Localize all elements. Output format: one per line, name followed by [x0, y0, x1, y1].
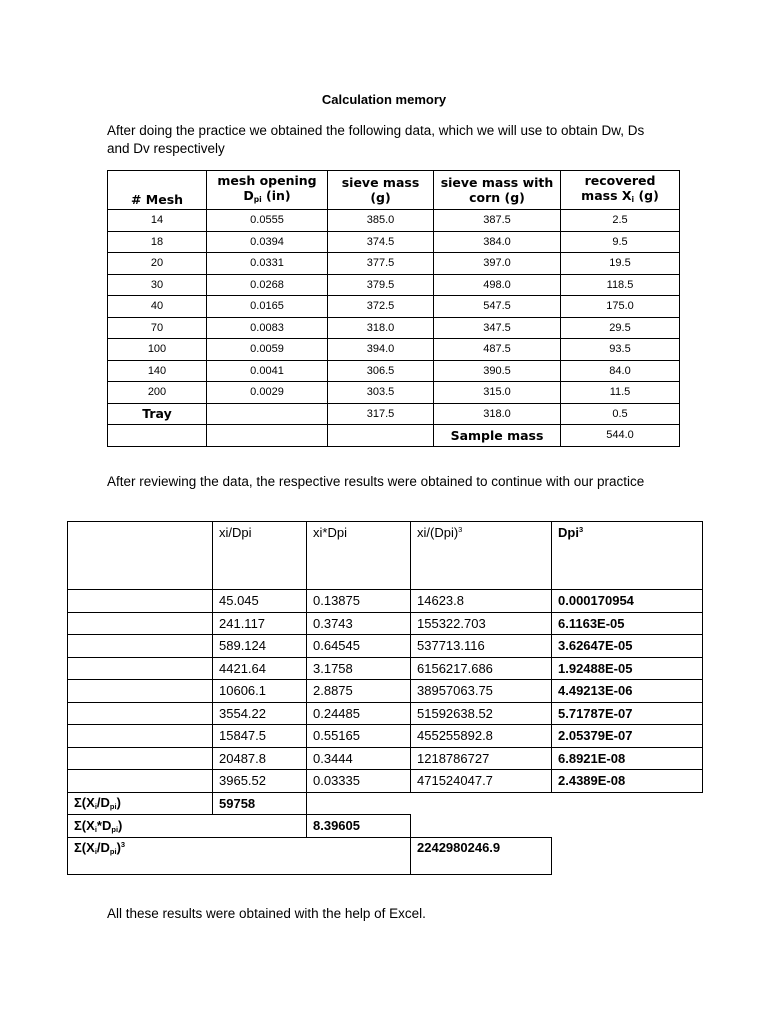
table-row: 10606.1 2.8875 38957063.75 4.49213E-06: [68, 680, 703, 703]
sum-row-xi-times-dpi: [68, 815, 703, 838]
table-row: 40 0.0165 372.5 547.5 175.0: [108, 296, 680, 318]
results-header-row: [68, 522, 703, 590]
sum2-label: $\Sigma(X_i*D_{pi})$: [68, 815, 307, 838]
sample-mass-label: Sample mass: [434, 425, 561, 447]
header-xi-dpi: xi/Dpi: [213, 522, 307, 590]
sum-row-xi-over-dpi: [68, 792, 703, 815]
header-xi-times-dpi: xi*Dpi: [307, 522, 411, 590]
footer-note: All these results were obtained with the help of Excel.: [107, 906, 426, 921]
sum2-value: 8.39605: [307, 815, 411, 838]
table-row: 70 0.0083 318.0 347.5 29.5: [108, 317, 680, 339]
table-row: 3965.52 0.03335 471524047.7 2.4389E-08: [68, 770, 703, 793]
header-mesh-opening: mesh opening $D_{pi}$ (in): [207, 171, 328, 210]
table-row: 200 0.0029 303.5 315.0 11.5: [108, 382, 680, 404]
page-title: Calculation memory: [321, 92, 447, 107]
header-dpi-cubed: Dpi$^3$: [552, 522, 703, 590]
table-row: 241.117 0.3743 155322.703 6.1163E-05: [68, 612, 703, 635]
results-table: [67, 521, 703, 875]
sum1-value: 59758: [213, 792, 307, 815]
results-paragraph: After reviewing the data, the respective results were obtained to continue with our practice: [107, 474, 645, 489]
table-row: 140 0.0041 306.5 390.5 84.0: [108, 360, 680, 382]
table-row: 3554.22 0.24485 51592638.52 5.71787E-07: [68, 702, 703, 725]
header-sieve-mass: sieve mass (g): [328, 171, 434, 210]
table-row: 100 0.0059 394.0 487.5 93.5: [108, 339, 680, 361]
table-row: 18 0.0394 374.5 384.0 9.5: [108, 231, 680, 253]
table-row: 45.045 0.13875 14623.8 0.000170954: [68, 590, 703, 613]
header-sieve-mass-corn: sieve mass with corn (g): [434, 171, 561, 210]
table-row: 589.124 0.64545 537713.116 3.62647E-05: [68, 635, 703, 658]
sieve-data-table: [107, 170, 680, 447]
intro-paragraph: After doing the practice we obtained the following data, which we will use to obtain Dw, Ds and Dv respectively: [107, 123, 645, 156]
header-xi-dpi-cubed: xi/(Dpi)$^3$: [411, 522, 552, 590]
header-mesh: # Mesh: [108, 171, 207, 210]
table-row-sample-mass: [108, 425, 680, 447]
table-row: 15847.5 0.55165 455255892.8 2.05379E-07: [68, 725, 703, 748]
table-row-tray: Tray 317.5 318.0 0.5: [108, 403, 680, 425]
table-row: 4421.64 3.1758 6156217.686 1.92488E-05: [68, 657, 703, 680]
sum3-value: 2242980246.9: [411, 837, 552, 874]
sample-mass-value: 544.0: [561, 425, 680, 447]
table-row: 20487.8 0.3444 1218786727 6.8921E-08: [68, 747, 703, 770]
header-recovered-mass: recovered mass $X_i$ (g): [561, 171, 680, 210]
table-row: 14 0.0555 385.0 387.5 2.5: [108, 210, 680, 232]
sum1-label: $\Sigma(X_i/D_{pi})$: [68, 792, 213, 815]
table-header-row: [108, 171, 680, 210]
sum-row-xi-over-dpi-cubed: [68, 837, 703, 874]
sum3-label: $\Sigma(X_i/D_{pi})^3$: [68, 837, 411, 874]
table-row: 20 0.0331 377.5 397.0 19.5: [108, 253, 680, 275]
table-row: 30 0.0268 379.5 498.0 118.5: [108, 274, 680, 296]
